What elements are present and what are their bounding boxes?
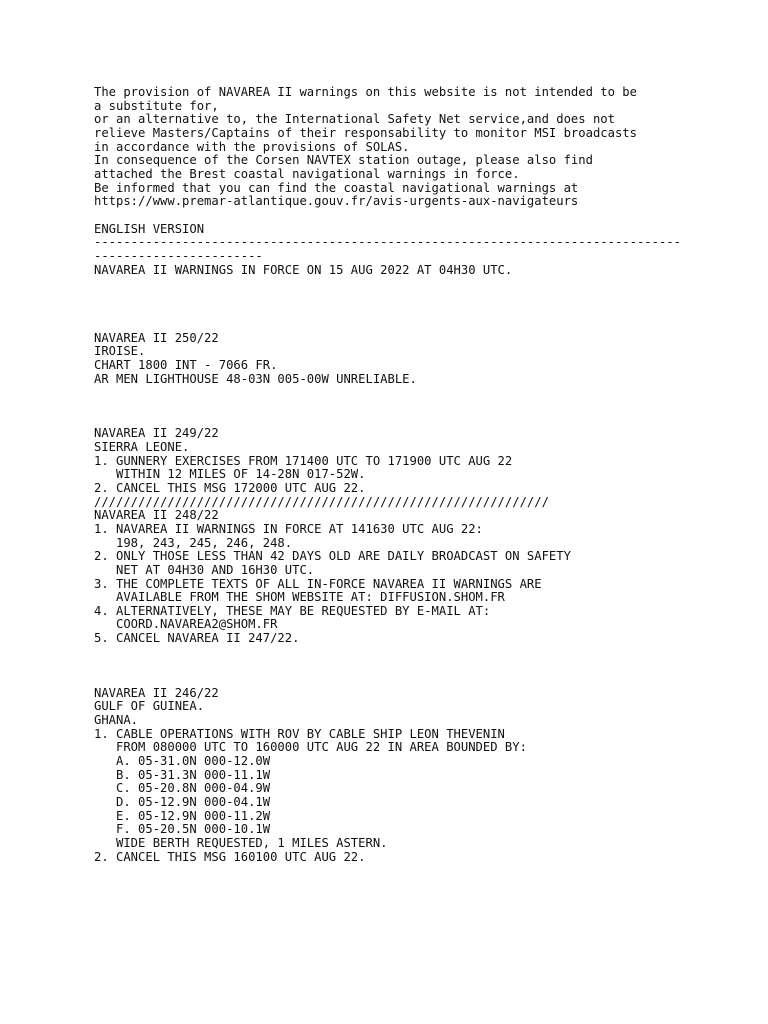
navarea-warnings-text [94, 86, 728, 864]
document-line: GULF OF GUINEA. [94, 699, 205, 714]
document-line: a substitute for, [94, 98, 219, 113]
document-line: attached the Brest coastal navigational warnings in force. [94, 166, 520, 181]
document-line: GHANA. [94, 713, 139, 728]
document-line: ----------------------- [94, 248, 263, 263]
document-line: 1. NAVAREA II WARNINGS IN FORCE AT 141630 UTC AUG 22: [94, 521, 483, 536]
document-line: CHART 1800 INT - 7066 FR. [94, 358, 278, 373]
document-line: AVAILABLE FROM THE SHOM WEBSITE AT: DIFFUSION.SHOM.FR [94, 590, 505, 605]
document-line: IROISE. [94, 344, 146, 359]
document-line [94, 400, 728, 414]
document-line: 2. ONLY THOSE LESS THAN 42 DAYS OLD ARE DAILY BROADCAST ON SAFETY [94, 549, 571, 564]
document-line: AR MEN LIGHTHOUSE 48-03N 005-00W UNRELIABLE. [94, 371, 417, 386]
document-line [94, 291, 728, 305]
document-line: NAVAREA II 246/22 [94, 685, 219, 700]
document-line [94, 304, 728, 318]
document-line: or an alternative to, the International Safety Net service,and does not [94, 112, 615, 127]
document-line [94, 318, 728, 332]
document-line: NET AT 04H30 AND 16H30 UTC. [94, 562, 315, 577]
document-line [94, 673, 728, 687]
document-line: The provision of NAVAREA II warnings on this website is not intended to be [94, 85, 637, 99]
document-line: https://www.premar-atlantique.gouv.fr/avis-urgents-aux-navigateurs [94, 194, 579, 209]
document-line: 2. CANCEL THIS MSG 160100 UTC AUG 22. [94, 849, 366, 864]
document-line: ENGLISH VERSION [94, 221, 205, 236]
document-line: D. 05-12.9N 000-04.1W [94, 794, 271, 809]
document-line: B. 05-31.3N 000-11.1W [94, 767, 271, 782]
document-line: WITHIN 12 MILES OF 14-28N 017-52W. [94, 467, 366, 482]
document-line: 5. CANCEL NAVAREA II 247/22. [94, 631, 300, 646]
document-line: 2. CANCEL THIS MSG 172000 UTC AUG 22. [94, 480, 366, 495]
document-line [94, 414, 728, 428]
document-line [94, 386, 728, 400]
document-line: 1. GUNNERY EXERCISES FROM 171400 UTC TO 171900 UTC AUG 22 [94, 453, 513, 468]
document-line: -------------------------------------------------------------------------------- [94, 235, 681, 250]
document-line: ////////////////////////////////////////////////////////////// [94, 494, 549, 509]
document-line [94, 277, 728, 291]
document-line: E. 05-12.9N 000-11.2W [94, 808, 271, 823]
document-line: NAVAREA II WARNINGS IN FORCE ON 15 AUG 2022 AT 04H30 UTC. [94, 262, 513, 277]
document-line: Be informed that you can find the coastal navigational warnings at [94, 180, 579, 195]
document-line [94, 646, 728, 660]
document-line [94, 209, 728, 223]
document-line: 198, 243, 245, 246, 248. [94, 535, 293, 550]
document-line: A. 05-31.0N 000-12.0W [94, 753, 271, 768]
document-line: NAVAREA II 250/22 [94, 330, 219, 345]
document-line: COORD.NAVAREA2@SHOM.FR [94, 617, 278, 632]
document-line: NAVAREA II 248/22 [94, 508, 219, 523]
document-line: FROM 080000 UTC TO 160000 UTC AUG 22 IN AREA BOUNDED BY: [94, 740, 527, 755]
document-line: in accordance with the provisions of SOLAS. [94, 139, 410, 154]
document-line: C. 05-20.8N 000-04.9W [94, 781, 271, 796]
document-line: relieve Masters/Captains of their responsability to monitor MSI broadcasts [94, 125, 637, 140]
document-line: 4. ALTERNATIVELY, THESE MAY BE REQUESTED BY E-MAIL AT: [94, 603, 491, 618]
document-line: NAVAREA II 249/22 [94, 426, 219, 441]
document-line: F. 05-20.5N 000-10.1W [94, 822, 271, 837]
document-line: In consequence of the Corsen NAVTEX station outage, please also find [94, 153, 593, 168]
document-line: SIERRA LEONE. [94, 439, 190, 454]
document-line [94, 659, 728, 673]
document-line: 3. THE COMPLETE TEXTS OF ALL IN-FORCE NAVAREA II WARNINGS ARE [94, 576, 542, 591]
document-line: 1. CABLE OPERATIONS WITH ROV BY CABLE SHIP LEON THEVENIN [94, 726, 505, 741]
document-line: WIDE BERTH REQUESTED, 1 MILES ASTERN. [94, 835, 388, 850]
